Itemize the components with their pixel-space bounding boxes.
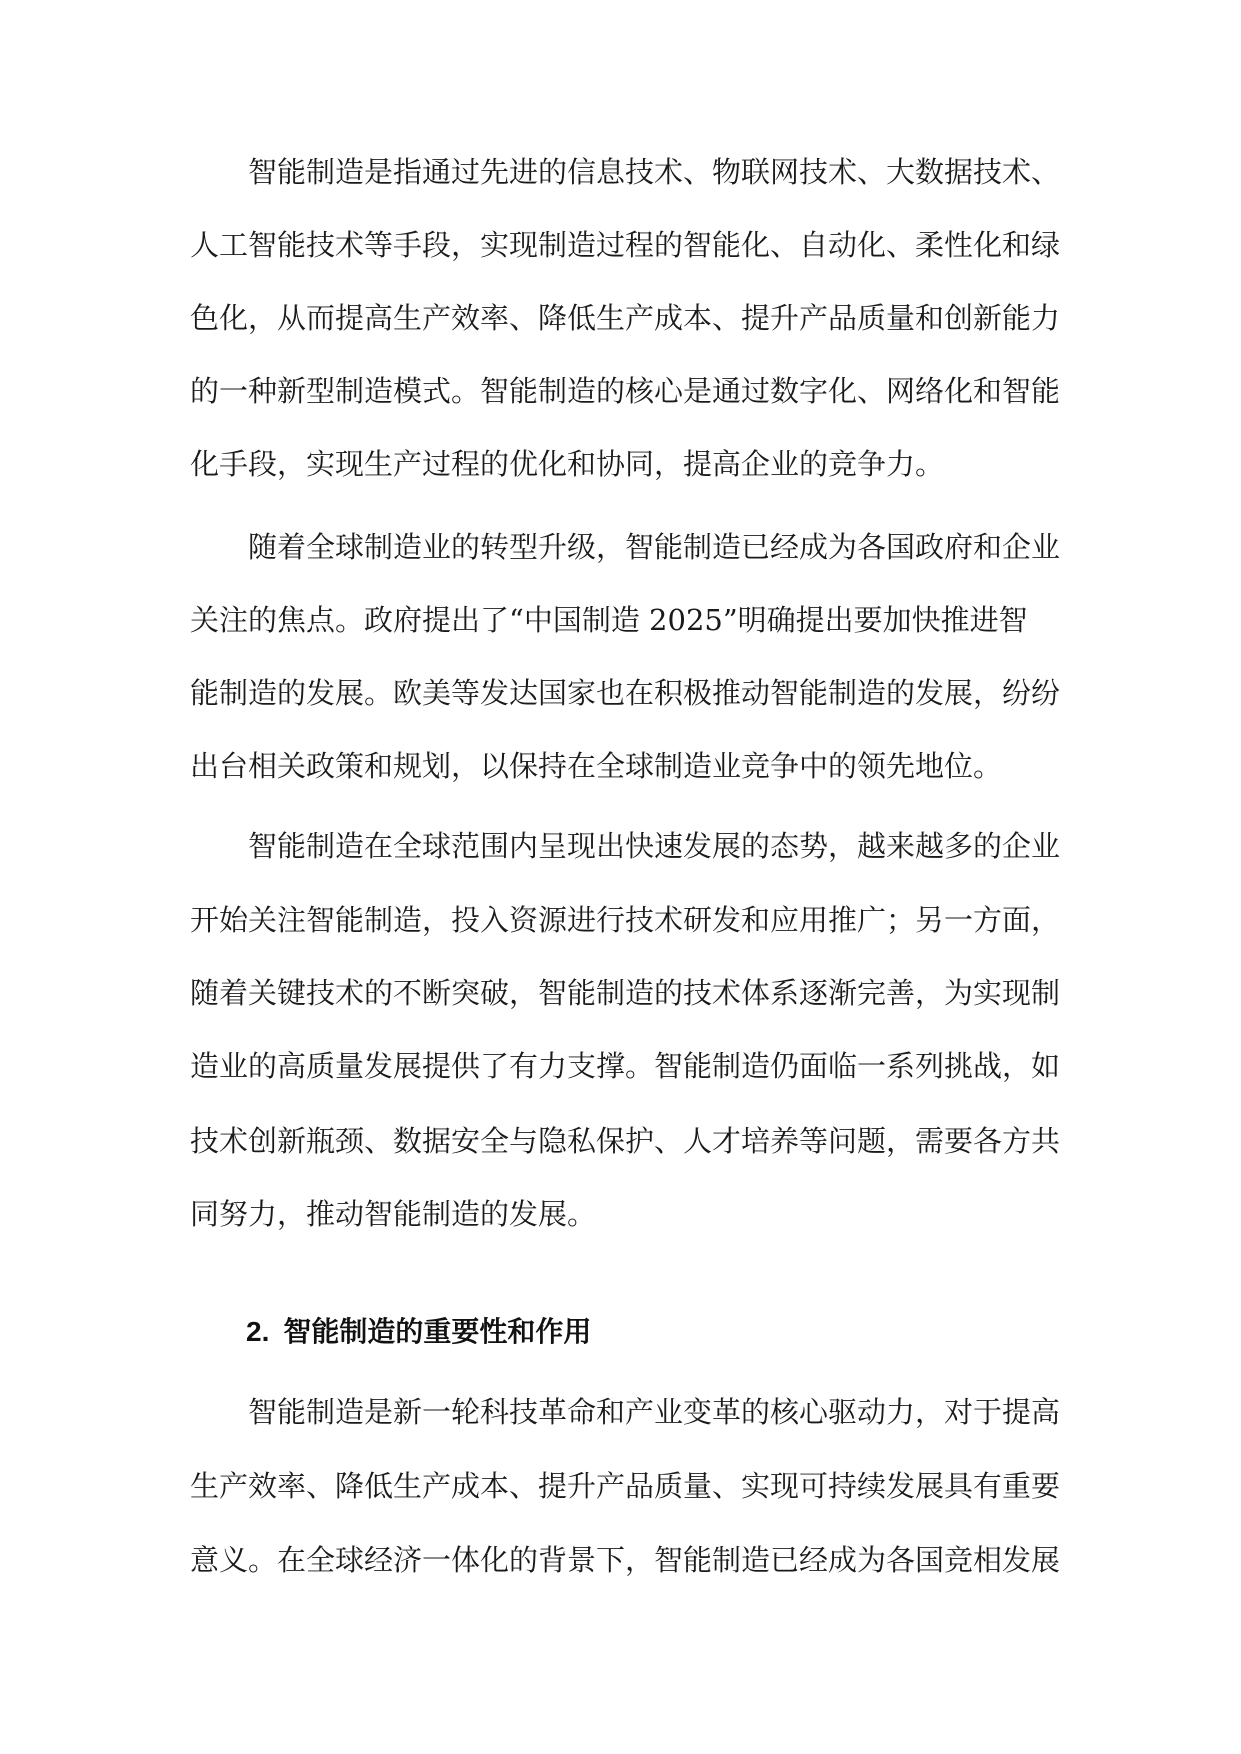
paragraph-3-line-2: 开始关注智能制造，投入资源进行技术研发和应用推广；另一方面， <box>190 903 1061 937</box>
paragraph-2-line-3: 能制造的发展。欧美等发达国家也在积极推动智能制造的发展，纷纷 <box>190 676 1061 710</box>
paragraph-1-line-2: 人工智能技术等手段，实现制造过程的智能化、自动化、柔性化和绿 <box>190 228 1061 262</box>
paragraph-1-line-5: 化手段，实现生产过程的优化和协同，提高企业的竞争力。 <box>190 447 945 481</box>
paragraph-2-line-2: 关注的焦点。政府提出了“中国制造 2025”明确提出要加快推进智 <box>190 603 1028 637</box>
section-heading <box>246 1312 591 1352</box>
paragraph-3-line-5: 技术创新瓶颈、数据安全与隐私保护、人才培养等问题，需要各方共 <box>190 1124 1061 1158</box>
paragraph-3-line-6: 同努力，推动智能制造的发展。 <box>190 1197 597 1231</box>
paragraph-1-line-1: 智能制造是指通过先进的信息技术、物联网技术、大数据技术、 <box>248 155 1061 189</box>
paragraph-1-line-3: 色化，从而提高生产效率、降低生产成本、提升产品质量和创新能力 <box>190 301 1061 335</box>
section-paragraph-line-1: 智能制造是新一轮科技革命和产业变革的核心驱动力，对于提高 <box>248 1395 1061 1429</box>
paragraph-3-line-4: 造业的高质量发展提供了有力支撑。智能制造仍面临一系列挑战，如 <box>190 1049 1061 1083</box>
section-title: 智能制造的重要性和作用 <box>283 1315 592 1348</box>
section-paragraph-line-2: 生产效率、降低生产成本、提升产品质量、实现可持续发展具有重要 <box>190 1469 1061 1503</box>
section-paragraph-line-3: 意义。在全球经济一体化的背景下，智能制造已经成为各国竞相发展 <box>190 1543 1061 1577</box>
paragraph-2-line-1: 随着全球制造业的转型升级，智能制造已经成为各国政府和企业 <box>248 530 1061 564</box>
paragraph-2-line-4: 出台相关政策和规划，以保持在全球制造业竞争中的领先地位。 <box>190 749 1003 783</box>
paragraph-3-line-3: 随着关键技术的不断突破，智能制造的技术体系逐渐完善，为实现制 <box>190 976 1061 1010</box>
section-number: 2. <box>246 1316 270 1347</box>
paragraph-3-line-1: 智能制造在全球范围内呈现出快速发展的态势，越来越多的企业 <box>248 829 1061 863</box>
paragraph-1-line-4: 的一种新型制造模式。智能制造的核心是通过数字化、网络化和智能 <box>190 374 1061 408</box>
